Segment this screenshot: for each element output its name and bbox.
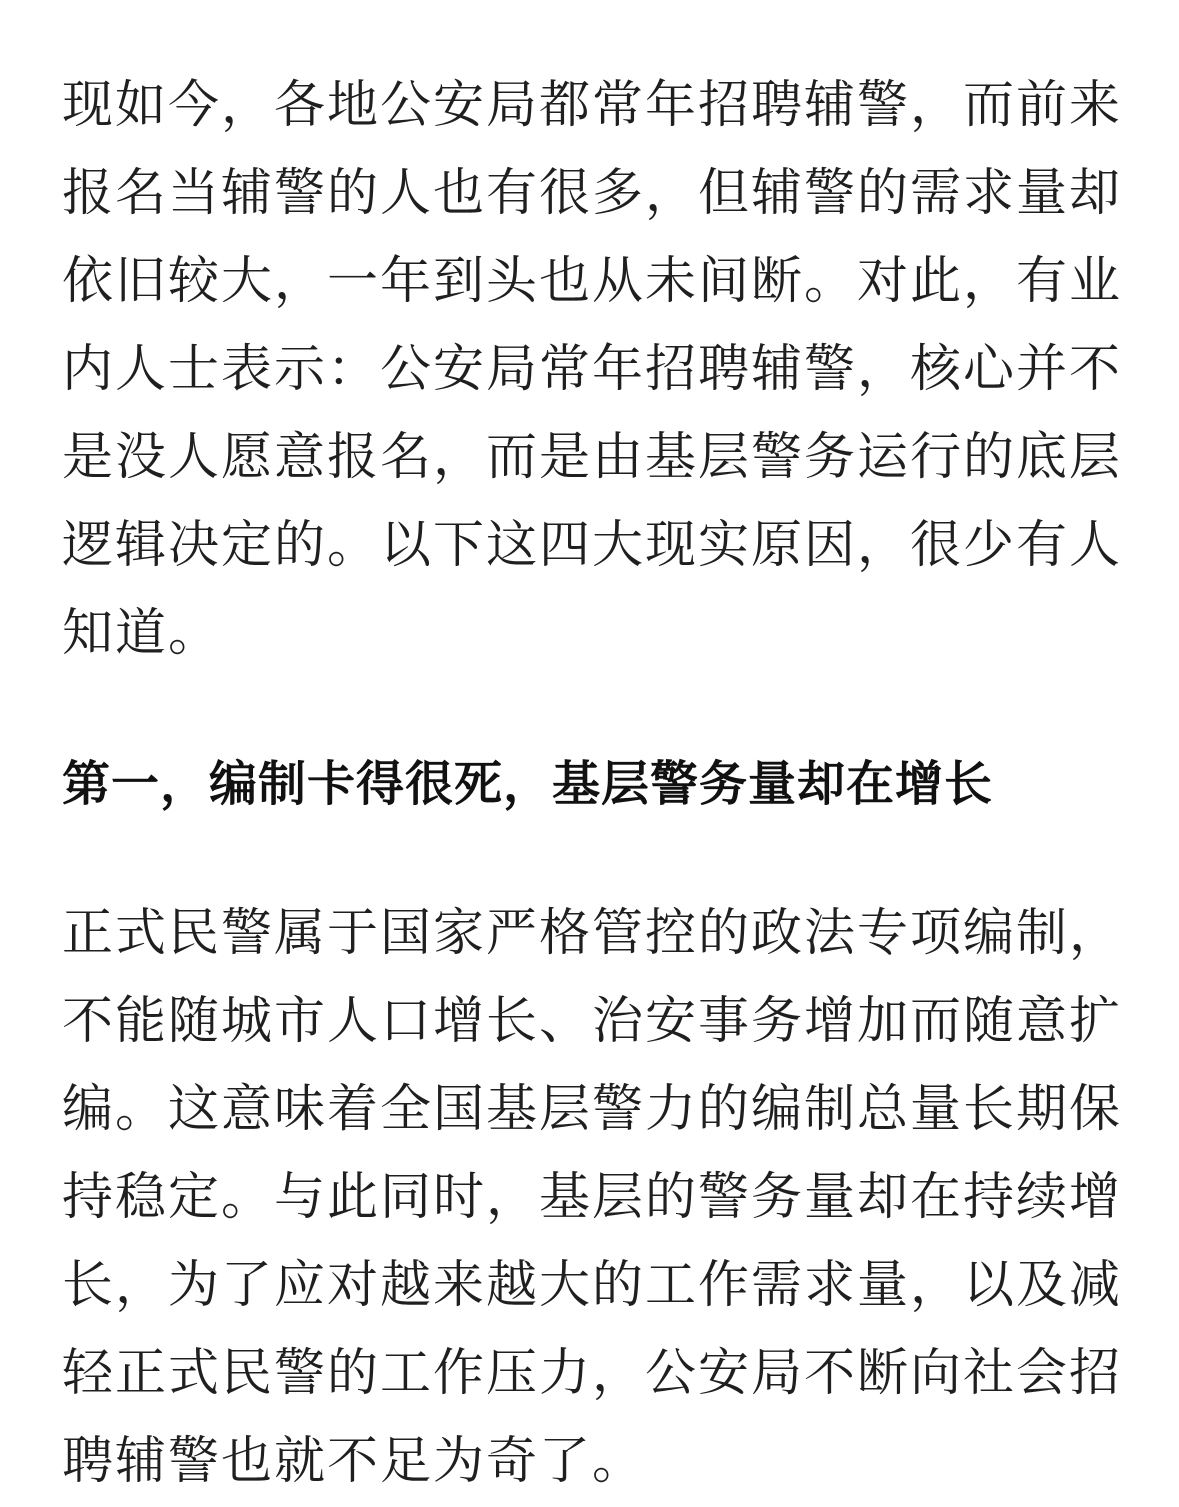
section-paragraph: 正式民警属于国家严格管控的政法专项编制，不能随城市人口增长、治安事务增加而随意扩编。这意味着全国基层警力的编制总量长期保持稳定。与此同时，基层的警务量却在持续增长，为了应对越来越大的工作需求量，以及减轻正式民警的工作压力，公安局不断向社会招聘辅警也就不足为奇了。 [62, 904, 1123, 1491]
section-heading: 第一，编制卡得很死，基层警务量却在增长 [62, 756, 994, 812]
intro-paragraph: 现如今，各地公安局都常年招聘辅警，而前来报名当辅警的人也有很多，但辅警的需求量却依旧较大，一年到头也从未间断。对此，有业内人士表示：公安局常年招聘辅警，核心并不是没人愿意报名，而是由基层警务运行的底层逻辑决定的。以下这四大现实原因，很少有人知道。 [62, 76, 1123, 663]
spacer [62, 828, 1122, 890]
spacer [62, 678, 1122, 740]
article-body [62, 62, 1122, 1506]
